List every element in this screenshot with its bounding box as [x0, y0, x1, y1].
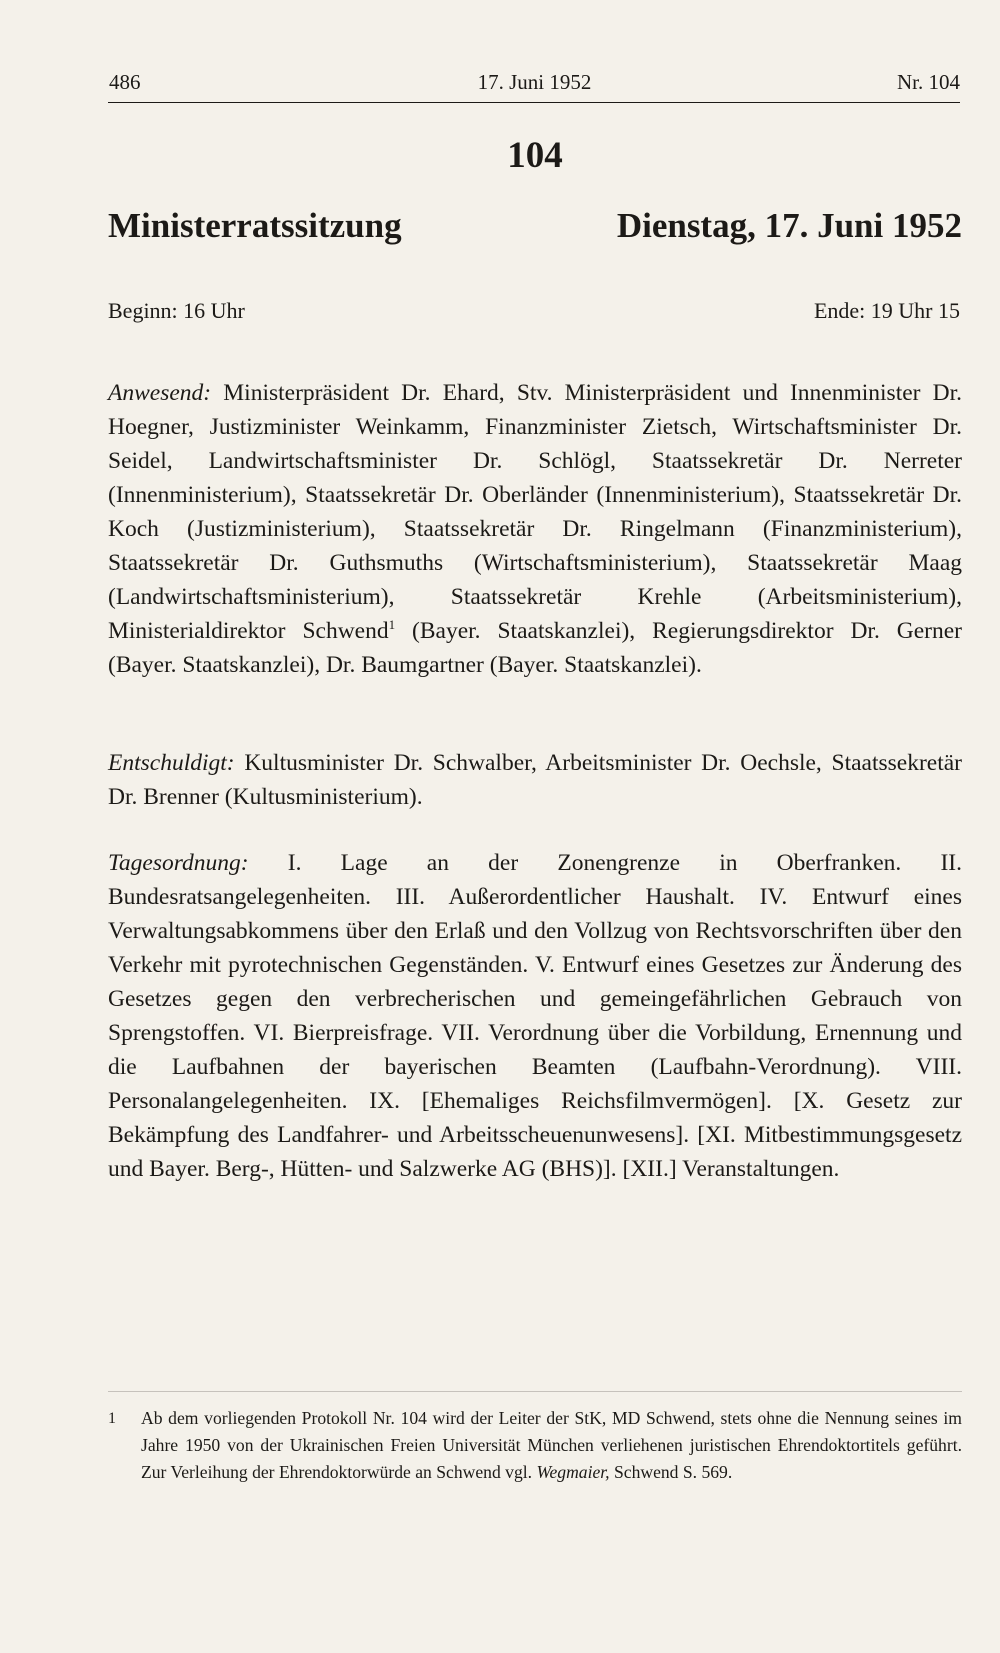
page-number: 486 [109, 70, 141, 94]
title-row [108, 206, 962, 256]
attendees-paragraph [108, 376, 962, 682]
footnote-reference: 1 [388, 617, 396, 632]
header-rule [108, 102, 960, 103]
end-time: Ende: 19 Uhr 15 [813, 298, 960, 323]
header-date: 17. Juni 1952 [477, 70, 592, 94]
footnote-text: Ab dem vorliegenden Protokoll Nr. 104 wird der Leiter der StK, MD Schwend, stets ohne die Nennung seines im Jahre 1950 von der Ukrainischen Freien Universität München verliehenen juristischen Ehrendoktortitels geführt. Zur Verleihung der Ehrendoktorwürde an Schwend vgl. [141, 1408, 962, 1482]
attendees-label: Anwesend: [108, 380, 212, 406]
header-issue-number: Nr. 104 [897, 70, 960, 94]
excused-paragraph [108, 746, 962, 814]
footnote-text-block [141, 1405, 962, 1486]
footnote-reference-source: Schwend S. 569. [609, 1462, 733, 1482]
protocol-number: 104 [507, 135, 563, 176]
excused-text: Kultusminister Dr. Schwalber, Arbeitsminister Dr. Oechsle, Staatssekretär Dr. Brenner (Kultusministerium). [108, 750, 962, 810]
time-row [108, 298, 960, 328]
footnote [108, 1405, 962, 1486]
meeting-title: Ministerratssitzung [108, 206, 402, 245]
meeting-date: Dienstag, 17. Juni 1952 [616, 206, 962, 245]
agenda-text: I. Lage an der Zonengrenze in Oberfranken. II. Bundesratsangelegenheiten. III. Außerordentlicher Haushalt. IV. Entwurf eines Verwaltungsabkommens über den Erlaß und den Vollzug von Rechtsvorschriften über den Verkehr mit pyrotechnischen Gegenständen. V. Entwurf eines Gesetzes zur Änderung des Gesetzes gegen den verbrecherischen und gemeingefährlichen Gebrauch von Sprengstoffen. VI. Bierpreisfrage. VII. Verordnung über die Vorbildung, Ernennung und die Laufbahnen der bayerischen Beamten (Laufbahn-Verordnung). VIII. Personalangelegenheiten. IX. [Ehemaliges Reichsfilmvermögen]. [X. Gesetz zur Bekämpfung des Landfahrer- und Arbeitsscheuenunwesens]. [XI. Mitbestimmungsgesetz und Bayer. Berg-, Hütten- und Salzwerke AG (BHS)]. [XII.] Veranstaltungen. [108, 850, 962, 1182]
agenda-label: Tagesordnung: [108, 850, 249, 876]
attendees-text: Ministerpräsident Dr. Ehard, Stv. Ministerpräsident und Innenminister Dr. Hoegner, Justizminister Weinkamm, Finanzminister Zietsch, Wirtschaftsminister Dr. Seidel, Landwirtschaftsminister Dr. Schlögl, Staatssekretär Dr. Nerreter (Innenministerium), Staatssekretär Dr. Oberländer (Innenministerium), Staatssekretär Dr. Koch (Justizministerium), Staatssekretär Dr. Ringelmann (Finanzministerium), Staatssekretär Dr. Guthsmuths (Wirtschaftsministerium), Staatssekretär Maag (Landwirtschaftsministerium), Staatssekretär Krehle (Arbeitsministerium), Ministerialdirektor Schwend [108, 380, 962, 644]
excused-label: Entschuldigt: [108, 750, 235, 776]
running-header [109, 70, 960, 100]
attendees-text-continued: (Bayer. Staatskanzlei), Regierungsdirektor Dr. Gerner (Bayer. Staatskanzlei), Dr. Baumgartner (Bayer. Staatskanzlei). [108, 618, 963, 678]
agenda-paragraph [108, 846, 962, 1186]
begin-time: Beginn: 16 Uhr [108, 298, 245, 323]
footnote-mark: 1 [108, 1410, 116, 1427]
footnote-reference-author: Wegmaier, [536, 1462, 610, 1482]
footnote-rule [108, 1391, 962, 1392]
